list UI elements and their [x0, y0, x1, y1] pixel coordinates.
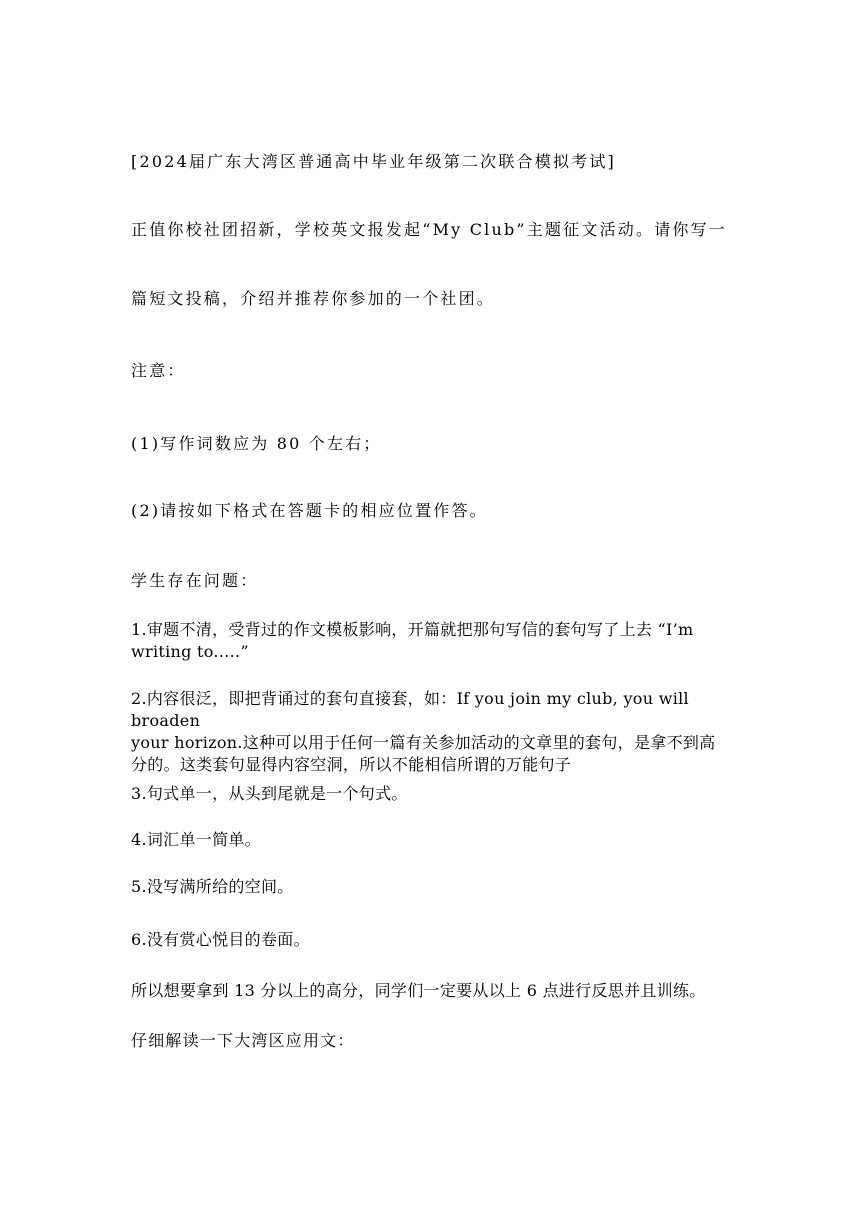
problem-1-line-1: 1.审题不清，受背过的作文模板影响，开篇就把那句写信的套句写了上去 “I’m: [131, 620, 694, 639]
problem-1-line-2: writing to.....”: [131, 642, 249, 661]
problem-item-2: [131, 688, 743, 776]
notice-label: 注意：: [131, 361, 186, 380]
problem-2-line-2: your horizon.这种可以用于任何一篇有关参加活动的文章里的套句，是拿不到高: [131, 733, 716, 752]
closing-text: 仔细解读一下大湾区应用文：: [131, 1031, 355, 1050]
problem-item-1: [131, 619, 743, 663]
problem-2-line-1: 2.内容很泛，即把背诵过的套句直接套，如：If you join my club, you will broaden: [131, 689, 689, 730]
prompt-line-2: 篇短文投稿，介绍并推荐你参加的一个社团。: [131, 289, 496, 308]
exam-source-header: [2024届广东大湾区普通高中毕业年级第二次联合模拟考试]: [131, 152, 617, 171]
conclusion-text: 所以想要拿到 13 分以上的高分，同学们一定要从以上 6 点进行反思并且训练。: [131, 981, 706, 1000]
problems-heading: 学生存在问题：: [131, 571, 259, 590]
prompt-line-1: 正值你校社团招新，学校英文报发起“My Club”主题征文活动。请你写一: [131, 220, 727, 239]
problem-item-3: 3.句式单一，从头到尾就是一个句式。: [131, 784, 408, 803]
notice-item-2: (2)请按如下格式在答题卡的相应位置作答。: [131, 501, 488, 520]
problem-item-6: 6.没有赏心悦目的卷面。: [131, 930, 310, 949]
problem-2-line-3: 分的。这类套句显得内容空洞，所以不能相信所谓的万能句子: [131, 755, 572, 774]
problem-item-5: 5.没写满所给的空间。: [131, 877, 294, 896]
notice-item-1: (1)写作词数应为 80 个左右；: [131, 434, 382, 453]
problem-item-4: 4.词汇单一简单。: [131, 830, 261, 849]
